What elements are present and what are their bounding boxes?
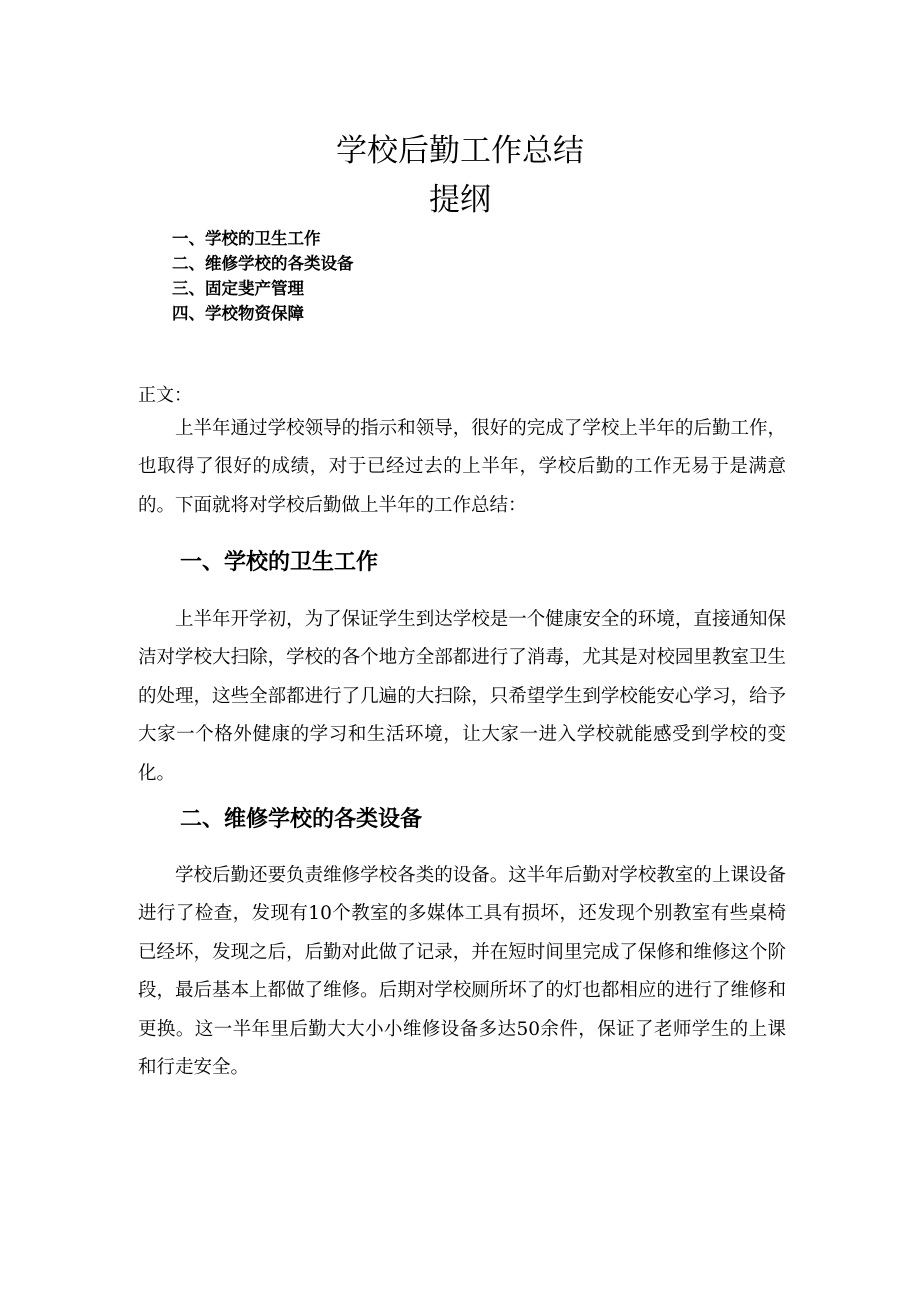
outline-item: 四、学校物资保障: [172, 304, 304, 323]
section-paragraph-sanitation: 上半年开学初，为了保证学生到达学校是一个健康安全的环境，直接通知保洁对学校大扫除，学校的各个地方全部都进行了消毒，尤其是对校园里教室卫生的处理，这些全部都进行了几遍的大扫除，只希望学生到学校能安心学习，给予大家一个格外健康的学习和生活环境，让大家一进入学校就能感受到学校的变化。: [138, 609, 786, 784]
outline-title: 提纲: [429, 182, 491, 218]
section-heading-maintenance: 二、维修学校的各类设备: [180, 807, 423, 832]
body-label: 正文：: [138, 385, 192, 406]
outline-item: 二、维修学校的各类设备: [172, 254, 354, 273]
intro-paragraph: 上半年通过学校领导的指示和领导，很好的完成了学校上半年的后勤工作，也取得了很好的成绩，对于已经过去的上半年，学校后勤的工作无易于是满意的。下面就将对学校后勤做上半年的工作总结：: [138, 418, 786, 516]
outline-item: 三、固定斐产管理: [172, 279, 304, 298]
document-title: 学校后勤工作总结: [336, 133, 584, 169]
section-paragraph-maintenance: 学校后勤还要负责维修学校各类的设备。这半年后勤对学校教室的上课设备进行了检查，发现有10个教室的多媒体工具有损坏，还发现个别教室有些桌椅已经坏，发现之后，后勤对此做了记录，并在短时间里完成了保修和维修这个阶段，最后基本上都做了维修。后期对学校厕所坏了的灯也都相应的进行了维修和更换。这一半年里后勤大大小小维修设备多达50余件，保证了老师学生的上课和行走安全。: [138, 865, 786, 1079]
outline-list: [172, 226, 354, 326]
section-heading-sanitation: 一、学校的卫生工作: [180, 550, 379, 575]
outline-item: 一、学校的卫生工作: [172, 229, 321, 248]
